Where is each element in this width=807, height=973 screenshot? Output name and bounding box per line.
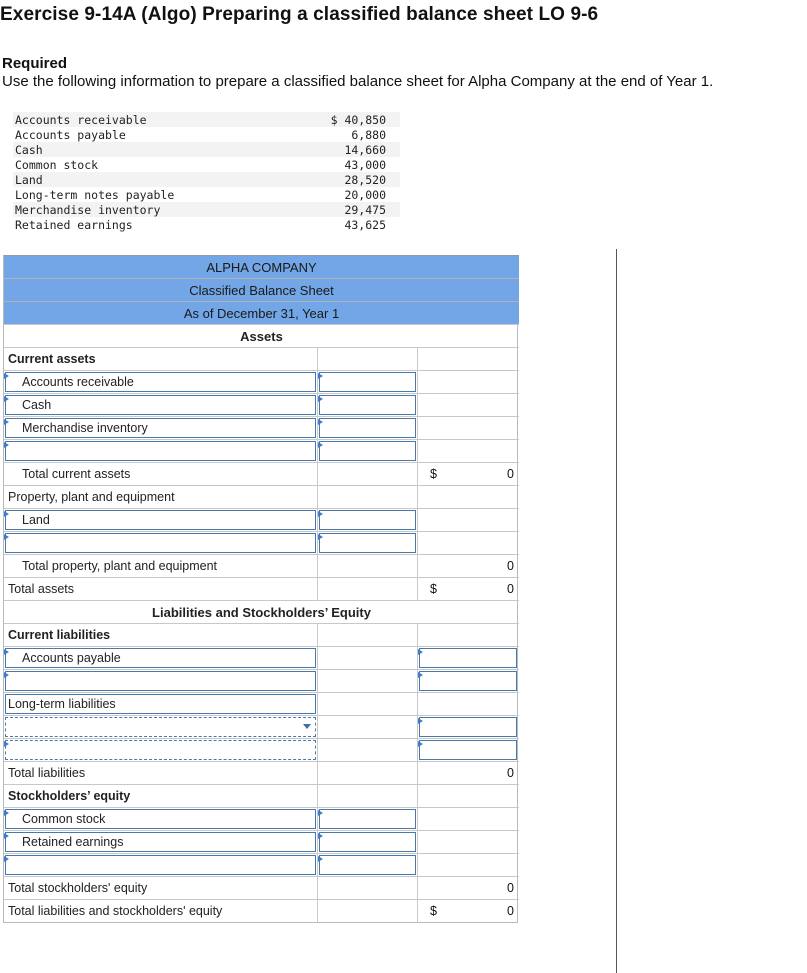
total-assets-row	[4, 577, 519, 600]
account-name-input[interactable]	[5, 395, 316, 415]
given-row	[13, 187, 400, 202]
total-se-label: Total stockholders' equity	[8, 881, 148, 895]
input-marker-icon	[318, 534, 323, 540]
input-marker-icon	[318, 833, 323, 839]
assets-heading: Assets	[4, 324, 519, 347]
input-marker-icon	[4, 511, 9, 517]
required-heading: Required	[2, 55, 68, 72]
long-term-liabilities-row	[4, 692, 519, 715]
input-marker-icon	[418, 649, 423, 655]
current-liabilities-label: Current liabilities	[8, 628, 111, 642]
blank-entry-row	[4, 531, 519, 554]
account-label: Common stock	[22, 812, 106, 826]
input-marker-icon	[318, 396, 323, 402]
input-marker-icon	[318, 442, 323, 448]
current-assets-label: Current assets	[8, 352, 96, 366]
given-value: 29,475	[344, 202, 386, 217]
account-label: Land	[22, 513, 50, 527]
amount-input[interactable]	[319, 510, 416, 530]
ppe-label: Property, plant and equipment	[8, 490, 175, 504]
account-select-dropdown[interactable]	[5, 717, 316, 737]
current-assets-row	[4, 347, 519, 370]
amount-input[interactable]	[319, 372, 416, 392]
company-name: ALPHA COMPANY	[4, 255, 519, 278]
amount-input[interactable]	[319, 441, 416, 461]
input-marker-icon	[4, 419, 9, 425]
account-name-input[interactable]	[5, 441, 316, 461]
amount-input[interactable]	[319, 395, 416, 415]
given-value: 43,625	[344, 217, 386, 232]
input-marker-icon	[4, 373, 9, 379]
input-marker-icon	[4, 649, 9, 655]
total-current-assets-label: Total current assets	[22, 467, 131, 481]
amount-input[interactable]	[419, 648, 517, 668]
amount-input[interactable]	[319, 533, 416, 553]
blank-entry-row	[4, 669, 519, 692]
dollar-sign: $	[430, 904, 437, 918]
given-value: 6,880	[351, 127, 386, 142]
input-marker-icon	[318, 373, 323, 379]
ppe-row	[4, 485, 519, 508]
current-liabilities-row	[4, 623, 519, 646]
total-stockholders-equity-row	[4, 876, 519, 899]
total-liabilities-row	[4, 761, 519, 784]
amount-input[interactable]	[319, 855, 416, 875]
given-row	[13, 217, 400, 232]
given-label: Retained earnings	[15, 217, 133, 232]
total-assets-label: Total assets	[8, 582, 75, 596]
given-value: 43,000	[344, 157, 386, 172]
input-marker-icon	[418, 718, 423, 724]
total-le-label: Total liabilities and stockholders' equity	[8, 904, 223, 918]
total-liabilities-label: Total liabilities	[8, 766, 86, 780]
statement-title: Classified Balance Sheet	[4, 278, 519, 301]
accounts-receivable-row	[4, 370, 519, 393]
account-label: Merchandise inventory	[22, 421, 148, 435]
given-row	[13, 202, 400, 217]
input-marker-icon	[318, 511, 323, 517]
given-data-table	[13, 112, 400, 232]
total-current-assets-value: 0	[507, 467, 514, 481]
dollar-sign: $	[430, 467, 437, 481]
total-ppe-label: Total property, plant and equipment	[22, 559, 218, 573]
input-marker-icon	[4, 396, 9, 402]
given-row	[13, 112, 400, 127]
liabilities-equity-heading: Liabilities and Stockholders’ Equity	[4, 600, 519, 623]
account-label: Cash	[22, 398, 52, 412]
blank-entry-row	[4, 853, 519, 876]
stockholders-equity-label: Stockholders’ equity	[8, 789, 131, 803]
land-row	[4, 508, 519, 531]
account-name-input[interactable]	[5, 510, 316, 530]
account-label: Accounts receivable	[22, 375, 134, 389]
blank-entry-row	[4, 439, 519, 462]
given-row	[13, 172, 400, 187]
amount-input[interactable]	[319, 809, 416, 829]
input-marker-icon	[4, 833, 9, 839]
input-marker-icon	[418, 672, 423, 678]
total-ppe-value: 0	[507, 559, 514, 573]
account-name-input[interactable]	[5, 855, 316, 875]
input-marker-icon	[4, 741, 9, 747]
total-current-assets-row	[4, 462, 519, 485]
dollar-sign: $	[430, 582, 437, 596]
common-stock-row	[4, 807, 519, 830]
merchandise-inventory-row	[4, 416, 519, 439]
panel-divider	[616, 249, 617, 973]
input-marker-icon	[418, 741, 423, 747]
account-name-input[interactable]	[5, 533, 316, 553]
given-value: 28,520	[344, 172, 386, 187]
total-le-value: 0	[507, 904, 514, 918]
input-marker-icon	[318, 856, 323, 862]
input-marker-icon	[318, 810, 323, 816]
given-row	[13, 127, 400, 142]
given-row	[13, 142, 400, 157]
cash-row	[4, 393, 519, 416]
blank-entry-row	[4, 738, 519, 761]
given-value: 14,660	[344, 142, 386, 157]
input-marker-icon	[4, 442, 9, 448]
given-label: Long-term notes payable	[15, 187, 175, 202]
account-name-input[interactable]	[5, 740, 316, 760]
amount-input[interactable]	[319, 832, 416, 852]
input-marker-icon	[4, 672, 9, 678]
account-label: Retained earnings	[22, 835, 124, 849]
total-ppe-row	[4, 554, 519, 577]
amount-input[interactable]	[419, 671, 517, 691]
total-se-value: 0	[507, 881, 514, 895]
amount-input[interactable]	[319, 418, 416, 438]
account-name-input[interactable]	[5, 671, 316, 691]
balance-sheet-form	[3, 255, 518, 923]
given-row	[13, 157, 400, 172]
given-value: $ 40,850	[330, 112, 386, 127]
given-label: Land	[15, 172, 43, 187]
stockholders-equity-row	[4, 784, 519, 807]
required-instructions: Use the following information to prepare a classified balance sheet for Alpha Company at the end of Year 1.	[2, 73, 714, 90]
accounts-payable-row	[4, 646, 519, 669]
total-liabilities-equity-row	[4, 899, 519, 922]
long-term-entry-row	[4, 715, 519, 738]
input-marker-icon	[318, 419, 323, 425]
given-label: Common stock	[15, 157, 99, 172]
given-label: Merchandise inventory	[15, 202, 161, 217]
given-value: 20,000	[344, 187, 386, 202]
input-marker-icon	[4, 534, 9, 540]
chevron-down-icon[interactable]	[303, 724, 311, 729]
given-label: Cash	[15, 142, 43, 157]
amount-input[interactable]	[419, 717, 517, 737]
given-label: Accounts receivable	[15, 112, 147, 127]
given-label: Accounts payable	[15, 127, 126, 142]
retained-earnings-row	[4, 830, 519, 853]
page-title: Exercise 9-14A (Algo) Preparing a classified balance sheet LO 9-6	[0, 4, 599, 25]
total-liabilities-value: 0	[507, 766, 514, 780]
account-label: Accounts payable	[22, 651, 121, 665]
total-assets-value: 0	[507, 582, 514, 596]
amount-input[interactable]	[419, 740, 517, 760]
statement-date: As of December 31, Year 1	[4, 301, 519, 324]
input-marker-icon	[4, 810, 9, 816]
long-term-liabilities-label: Long-term liabilities	[8, 697, 116, 711]
input-marker-icon	[4, 856, 9, 862]
